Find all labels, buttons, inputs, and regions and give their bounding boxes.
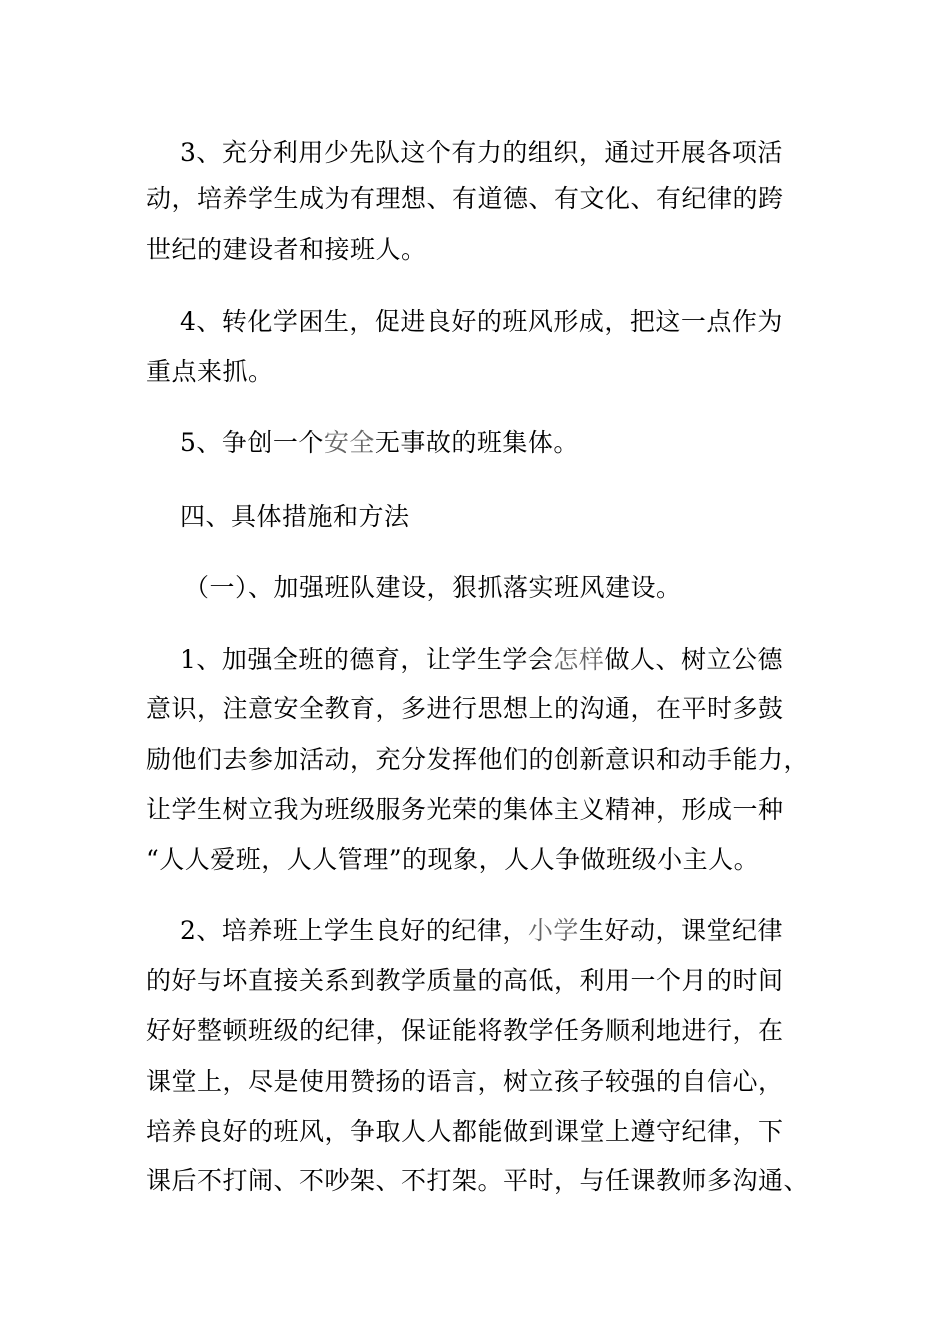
link-anquan[interactable]: 安全	[323, 428, 375, 457]
measure-2-line-2: 的好与坏直接关系到教学质量的高低，利用一个月的时间	[146, 966, 784, 995]
measure-2-line-3: 好好整顿班级的纪律，保证能将教学任务顺利地进行，在	[146, 1016, 784, 1045]
paragraph-3-line-3: 世纪的建设者和接班人。	[146, 235, 427, 264]
measure-2-line-4: 课堂上，尽是使用赞扬的语言，树立孩子较强的自信心，	[146, 1067, 784, 1096]
measure-2-text-before: 2、培养班上学生良好的纪律，	[180, 916, 528, 945]
measure-1-line-4: 让学生树立我为班级服务光荣的集体主义精神，形成一种	[146, 795, 784, 824]
measure-2-line-6: 课后不打闹、不吵架、不打架。平时，与任课教师多沟通、	[146, 1166, 810, 1195]
measure-2-text-after: 生好动，课堂纪律	[578, 916, 783, 945]
section-heading-4: 四、具体措施和方法	[180, 502, 410, 531]
measure-1-line-5: “人人爱班，人人管理”的现象，人人争做班级小主人。	[146, 845, 760, 874]
measure-1-line-3: 励他们去参加活动，充分发挥他们的创新意识和动手能力，	[146, 745, 810, 774]
link-xiaoxue[interactable]: 小学	[527, 916, 579, 945]
link-zenyang[interactable]: 怎样	[553, 645, 605, 674]
measure-2-line-1	[180, 916, 783, 946]
measure-2-line-5: 培养良好的班风，争取人人都能做到课堂上遵守纪律，下	[146, 1117, 784, 1146]
paragraph-4-line-1: 4、转化学困生，促进良好的班风形成，把这一点作为	[180, 307, 783, 336]
paragraph-3-line-2: 动，培养学生成为有理想、有道德、有文化、有纪律的跨	[146, 184, 784, 213]
measure-1-line-2: 意识，注意安全教育，多进行思想上的沟通，在平时多鼓	[146, 694, 784, 723]
paragraph-4-line-2: 重点来抓。	[146, 357, 274, 386]
measure-1-text-before: 1、加强全班的德育，让学生学会	[180, 645, 554, 674]
subsection-heading-1: （一）、加强班队建设，狠抓落实班风建设。	[184, 573, 682, 602]
paragraph-5-line-1	[180, 428, 579, 458]
paragraph-5-text-after: 无事故的班集体。	[374, 428, 579, 457]
measure-1-text-after: 做人、树立公德	[604, 645, 783, 674]
paragraph-5-text-before: 5、争创一个	[180, 428, 324, 457]
measure-1-line-1	[180, 645, 783, 675]
paragraph-3-line-1: 3、充分利用少先队这个有力的组织，通过开展各项活	[180, 138, 783, 167]
